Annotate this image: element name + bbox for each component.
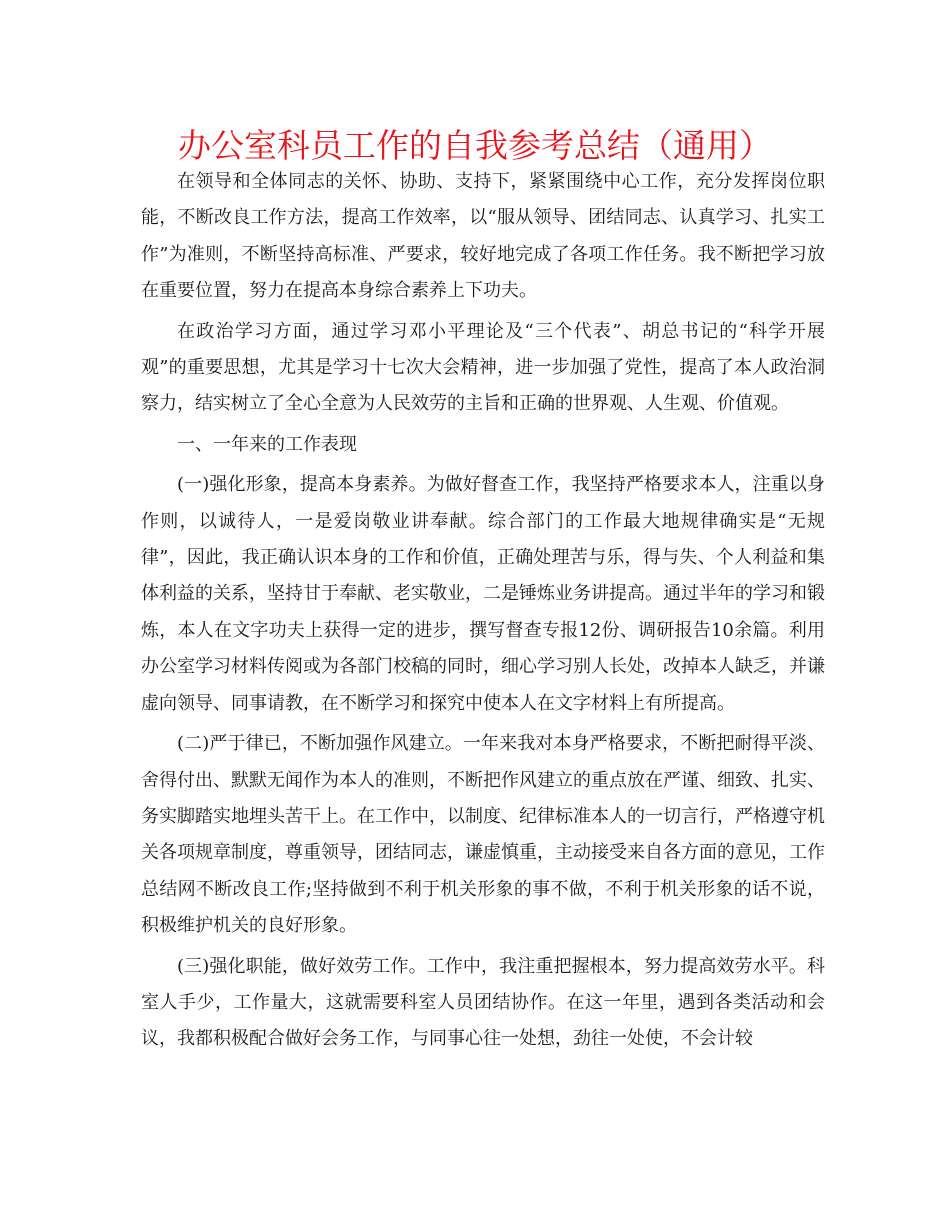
paragraph-item-1: (一)强化形象，提高本身素养。为做好督查工作，我坚持严格要求本人，注重以身作则，以诚待人，一是爱岗敬业讲奉献。综合部门的工作最大地规律确实是“无规律”，因此，我正确认识本身的工作和价值，正确处理苦与乐，得与失、个人利益和集体利益的关系，坚持甘于奉献、老实敬业，二是锤炼业务讲提高。通过半年的学习和锻炼，本人在文字功夫上获得一定的进步，撰写督查专报12份、调研报告10余篇。利用办公室学习材料传阅或为各部门校稿的同时，细心学习别人长处，改掉本人缺乏，并谦虚向领导、同事请教，在不断学习和探究中使本人在文字材料上有所提高。	[141, 474, 825, 714]
document-body	[141, 164, 825, 1062]
paragraph-intro: 在领导和全体同志的关怀、协助、支持下，紧紧围绕中心工作，充分发挥岗位职能，不断改良工作方法，提高工作效率，以“服从领导、团结同志、认真学习、扎实工作”为准则，不断坚持高标准、严要求，较好地完成了各项工作任务。我不断把学习放在重要位置，努力在提高本身综合素养上下功夫。	[141, 171, 825, 302]
paragraph-item-3: (三)强化职能，做好效劳工作。工作中，我注重把握根本，努力提高效劳水平。科室人手少，工作量大，这就需要科室人员团结协作。在这一年里，遇到各类活动和会议，我都积极配合做好会务工作，与同事心往一处想，劲往一处使，不会计较	[141, 955, 825, 1050]
paragraph-item-2: (二)严于律已，不断加强作风建立。一年来我对本身严格要求，不断把耐得平淡、舍得付出、默默无闻作为本人的准则，不断把作风建立的重点放在严谨、细致、扎实、务实脚踏实地埋头苦干上。在工作中，以制度、纪律标准本人的一切言行，严格遵守机关各项规章制度，尊重领导，团结同志，谦虚慎重，主动接受来自各方面的意见，工作总结网不断改良工作;坚持做到不利于机关形象的事不做，不利于机关形象的话不说，积极维护机关的良好形象。	[141, 733, 825, 937]
document-title: 办公室科员工作的自我参考总结（通用）	[178, 126, 772, 165]
paragraph-political-study: 在政治学习方面，通过学习邓小平理论及“三个代表”、胡总书记的“科学开展观”的重要思想，尤其是学习十七次大会精神，进一步加强了党性，提高了本人政治洞察力，结实树立了全心全意为人民效劳的主旨和正确的世界观、人生观、价值观。	[141, 320, 825, 415]
section-heading-work-performance: 一、一年来的工作表现	[177, 433, 357, 455]
